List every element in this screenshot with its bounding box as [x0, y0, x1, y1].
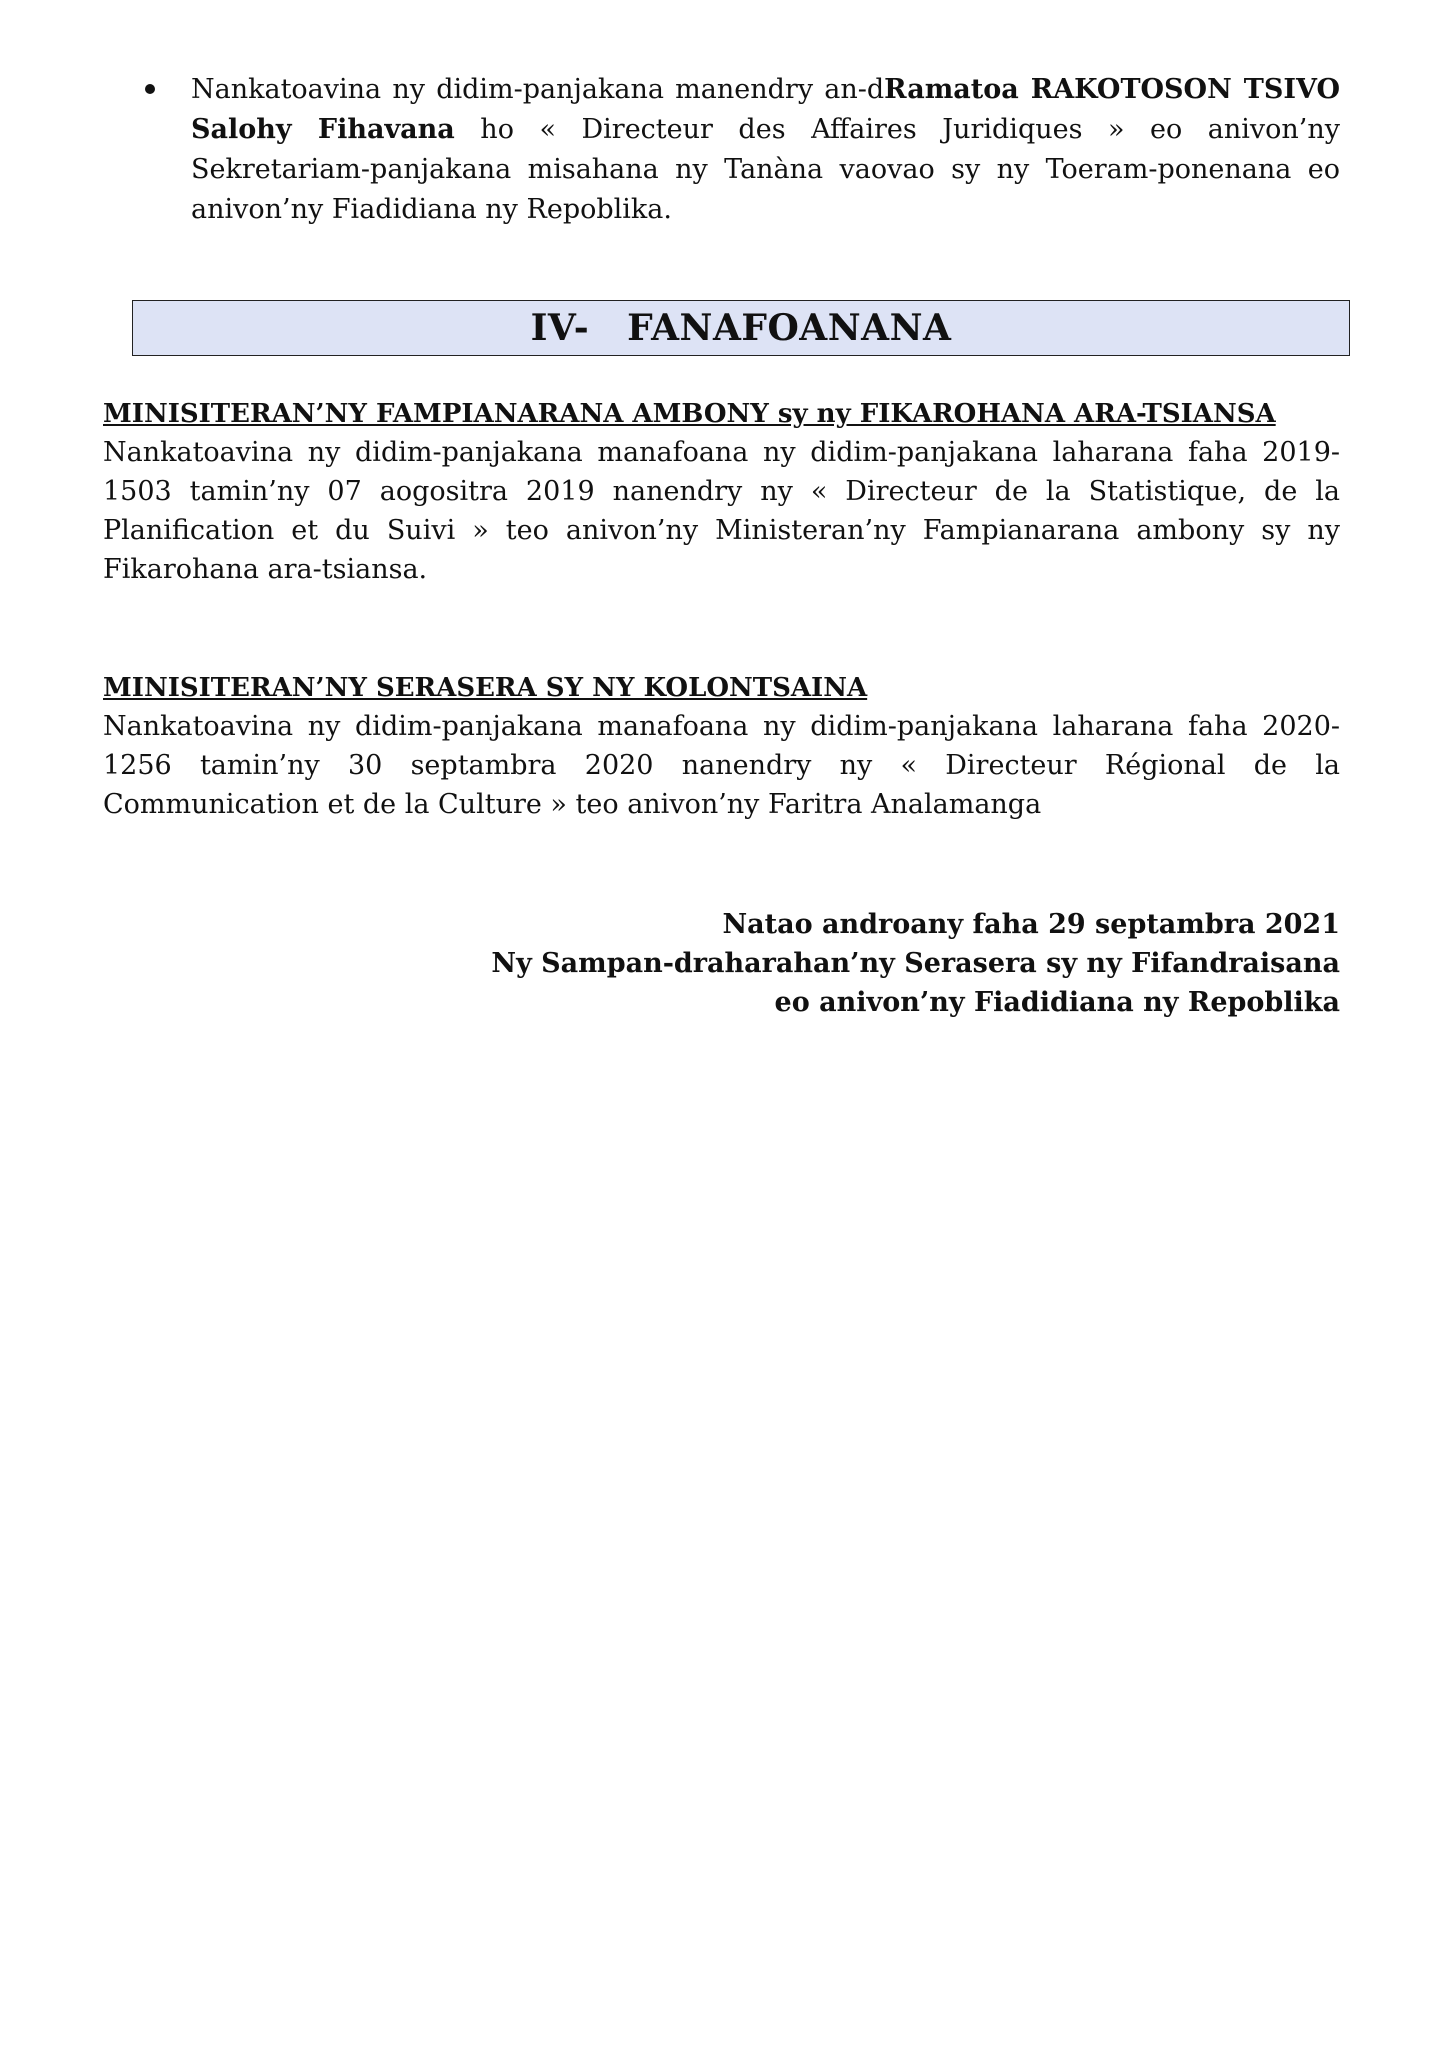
appointee-name: Ramatoa RAKOTOSON TSIVO Salohy Fihavana — [191, 74, 1340, 145]
signature-date-line: Natao androany faha 29 septambra 2021 — [722, 909, 1340, 940]
ministry-block-communication — [103, 669, 1340, 824]
bullet-icon — [145, 84, 155, 94]
section-title — [531, 307, 952, 349]
ministry-block-higher-education — [103, 395, 1340, 589]
ministry-heading: MINISITERAN’NY FAMPIANARANA AMBONY sy ny FIKAROHANA ARA-TSIANSA — [103, 399, 1276, 429]
section-header — [132, 300, 1350, 356]
ministry-decision-text: Nankatoavina ny didim-panjakana manafoana ny didim-panjakana laharana faha 2020-1256 tamin’ny 30 septambra 2020 nanendry ny « Directeur Régional de la Communication et de la Culture » teo anivon’ny Faritra Analamanga — [103, 711, 1340, 820]
signature-presidency-line: eo anivon’ny Fiadidiana ny Repoblika — [774, 987, 1340, 1018]
ministry-heading: MINISITERAN’NY SERASERA SY NY KOLONTSAINA — [103, 673, 868, 703]
appointment-prefix: Nankatoavina ny didim-panjakana manendry an-d — [191, 74, 885, 105]
section-label: FANAFOANANA — [627, 307, 952, 349]
signature-block — [491, 905, 1340, 1022]
signature-office-line: Ny Sampan-draharahan’ny Serasera sy ny Fifandraisana — [491, 948, 1340, 979]
section-number: IV- — [530, 307, 590, 349]
appointment-text — [191, 70, 1340, 230]
ministry-decision-text: Nankatoavina ny didim-panjakana manafoana ny didim-panjakana laharana faha 2019-1503 tamin’ny 07 aogositra 2019 nanendry ny « Directeur de la Statistique, de la Planification et du Suivi » teo anivon’ny Ministeran’ny Fampianarana ambony sy ny Fikarohana ara-tsiansa. — [103, 437, 1340, 585]
appointment-suffix: ho « Directeur des Affaires Juridiques » eo anivon’ny Sekretariam-panjakana misahana ny Tanàna vaovao sy ny Toeram-ponenana eo anivon’ny Fiadidiana ny Repoblika. — [191, 114, 1341, 225]
